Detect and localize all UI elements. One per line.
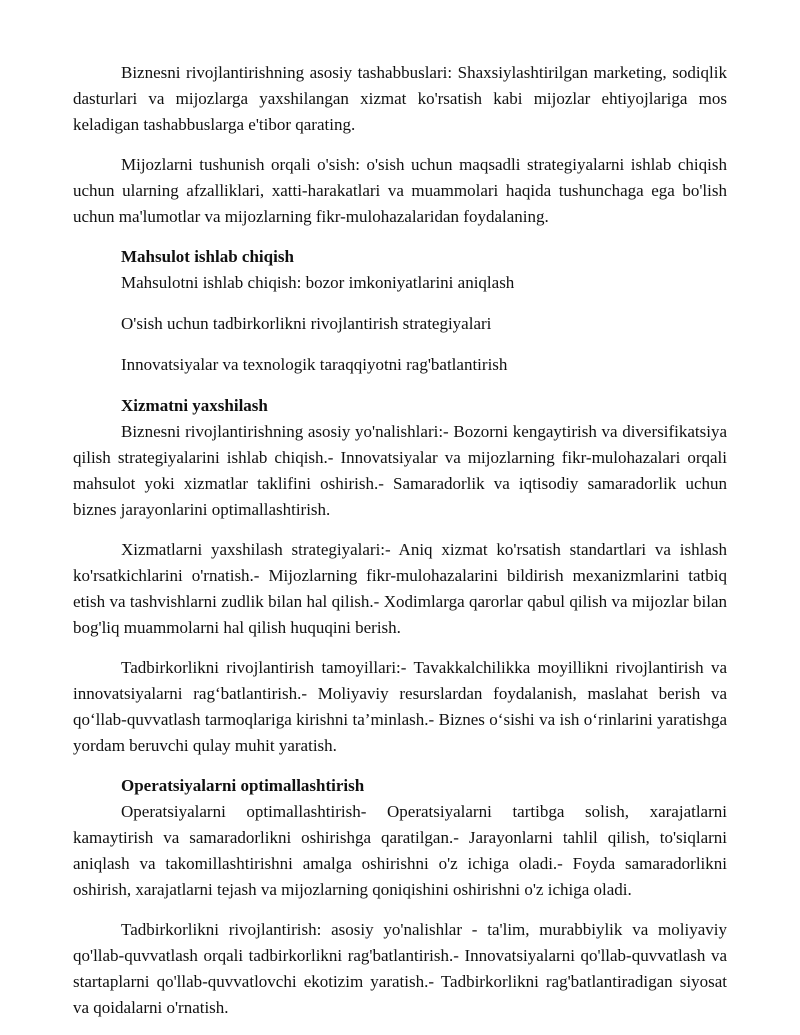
line-innovation: Innovatsiyalar va texnologik taraqqiyotni rag'batlantirish [121, 355, 508, 374]
section-heading-product-development: Mahsulot ishlab chiqish [121, 247, 294, 266]
paragraph-entrepreneurship-development: Tadbirkorlikni rivojlantirish: asosiy yo'nalishlar - ta'lim, murabbiylik va moliyaviy qo'llab-quvvatlash orqali tadbirkorlikni rag'batlantirish.- Innovatsiyalarni qo'llab-quvvatlash va startaplarni qo'llab-quvvatlovchi ekotizim yaratish.- Tadbirkorlikni rag'batlantiradigan siyosat va qoidalarni o'rnatish. [73, 920, 727, 1017]
paragraph-entrepreneurship-principles: Tadbirkorlikni rivojlantirish tamoyillari:- Tavakkalchilikka moyillikni rivojlantirish va innovatsiyalarni rag‘batlantirish.- Moliyaviy resurslardan foydalanish, maslahat berish va qo‘llab-quvvatlash tarmoqlariga kirishni ta’minlash.- Biznes o‘sishi va ish o‘rinlarini yaratishga yordam beruvchi qulay muhit yaratish. [73, 658, 727, 755]
paragraph-service-strategies: Xizmatlarni yaxshilash strategiyalari:- Aniq xizmat ko'rsatish standartlari va ishlash ko'rsatkichlarini o'rnatish.- Mijozlarning fikr-mulohazalarini bildirish mexanizmlarini tatbiq etish va tashvishlarni zudlik bilan hal qilish.- Xodimlarga qarorlar qabul qilish va mijozlar bilan bog'liq muammolarni hal qilish huquqini berish. [73, 540, 727, 637]
section-heading-service-improvement: Xizmatni yaxshilash [121, 396, 268, 415]
paragraph-business-directions: Biznesni rivojlantirishning asosiy yo'nalishlari:- Bozorni kengaytirish va diversifikatsiya qilish strategiyalarini ishlab chiqish.- Innovatsiyalar va mijozlarning fikr-mulohazalari orqali mahsulot yoki xizmatlar taklifini oshirish.- Samaradorlik va iqtisodiy samaradorlik uchun biznes jarayonlarini optimallashtirish. [73, 422, 727, 519]
paragraph-customer-growth: Mijozlarni tushunish orqali o'sish: o'sish uchun maqsadli strategiyalarni ishlab chiqish uchun ularning afzalliklari, xatti-harakatlari va muammolari haqida tushunchaga ega bo'lish uchun ma'lumotlar va mijozlarning fikr-mulohazalaridan foydalaning. [73, 155, 727, 226]
paragraph-operations-optimization: Operatsiyalarni optimallashtirish- Operatsiyalarni tartibga solish, xarajatlarni kamaytirish va samaradorlikni oshirishga qaratilgan.- Jarayonlarni tahlil qilish, to'siqlarni aniqlash va takomillashtirishni amalga oshirishni o'z ichiga oladi.- Foyda samaradorlikni oshirish, xarajatlarni tejash va mijozlarning qoniqishini oshirishni o'z ichiga oladi. [73, 802, 727, 899]
section-heading-operations-optimization: Operatsiyalarni optimallashtirish [121, 776, 365, 795]
paragraph-business-initiatives: Biznesni rivojlantirishning asosiy tashabbuslari: Shaxsiylashtirilgan marketing, sodiqlik dasturlari va mijozlarga yaxshilangan xizmat ko'rsatish kabi mijozlar ehtiyojlariga mos keladigan tashabbuslarga e'tibor qarating. [73, 63, 727, 134]
line-product-development: Mahsulotni ishlab chiqish: bozor imkoniyatlarini aniqlash [121, 273, 515, 292]
line-growth-strategies: O'sish uchun tadbirkorlikni rivojlantirish strategiyalari [121, 314, 492, 333]
